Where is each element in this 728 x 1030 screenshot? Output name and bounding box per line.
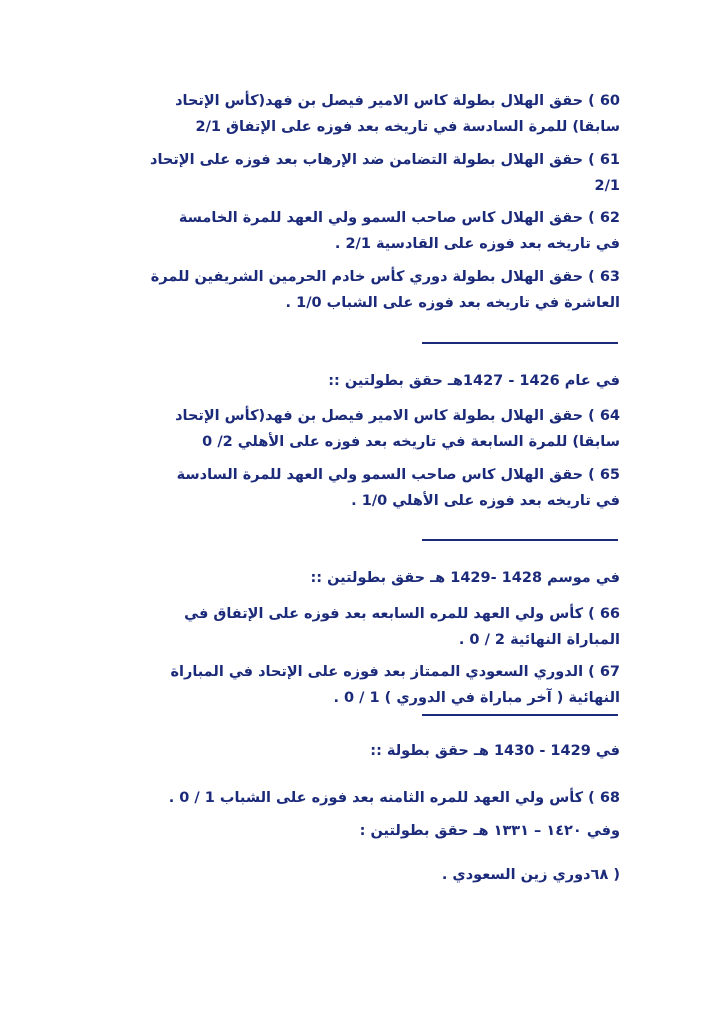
section-divider: [422, 539, 618, 541]
achievement-68: [169, 785, 620, 811]
text-line: 62 ) حقق الهلال كاس صاحب السمو ولي العهد للمرة الخامسة: [178, 210, 620, 226]
text-line: في تاريخه بعد فوزه على الأهلي 1/0 .: [351, 493, 620, 509]
achievement-61: [150, 147, 620, 199]
achievement-63: [151, 264, 620, 316]
text-line: المباراة النهائية 2 / 0 .: [458, 632, 620, 648]
season-heading-1426: [328, 368, 620, 394]
text-line: وفي ١٤٢٠ – ١٣٣١ هـ حقق بطولتين :: [359, 823, 620, 839]
achievement-60: [175, 88, 620, 140]
text-line: في تاريخه بعد فوزه على القادسية 2/1 .: [334, 236, 620, 252]
achievement-66: [184, 601, 620, 653]
season-heading-1428: [310, 565, 620, 591]
text-line: في موسم 1428 -1429 هـ حقق بطولتين ::: [310, 570, 620, 586]
text-line: 2/1: [594, 178, 620, 194]
achievement-62: [179, 205, 620, 257]
text-line: ( ٦٨دوري زين السعودي .: [441, 867, 620, 883]
text-line: في 1429 - 1430 هـ حقق بطولة ::: [370, 743, 620, 759]
achievement-65: [177, 462, 620, 514]
section-divider: [422, 342, 618, 344]
season-heading-1429: [370, 738, 620, 764]
section-divider: [422, 714, 618, 716]
text-line: 61 ) حقق الهلال بطولة التضامن ضد الإرهاب بعد فوزه على الإتحاد: [150, 152, 620, 168]
achievement-zain-league: [442, 862, 620, 888]
text-line: 66 ) كأس ولي العهد للمره السابعه بعد فوزه على الإتفاق في: [184, 606, 620, 622]
season-heading-1430: [360, 818, 620, 844]
text-line: العاشرة في تاريخه بعد فوزه على الشباب 1/0 .: [285, 295, 620, 311]
text-line: 63 ) حقق الهلال بطولة دوري كأس خادم الحرمين الشريفين للمرة: [150, 269, 620, 285]
text-line: في عام 1426 - 1427هـ حقق بطولتين ::: [328, 373, 620, 389]
achievement-67: [170, 659, 620, 711]
text-line: 68 ) كأس ولي العهد للمره الثامنه بعد فوزه على الشباب 1 / 0 .: [168, 790, 620, 806]
text-line: 67 ) الدوري السعودي الممتاز بعد فوزه على الإتحاد في المباراة: [170, 664, 620, 680]
text-line: النهائية ( آخر مباراة في الدوري ) 1 / 0 .: [333, 690, 620, 706]
text-line: 65 ) حقق الهلال كاس صاحب السمو ولي العهد للمرة السادسة: [176, 467, 620, 483]
text-line: 60 ) حقق الهلال بطولة كاس الامير فيصل بن فهد(كأس الإتحاد: [175, 93, 620, 109]
text-line: 64 ) حقق الهلال بطولة كاس الامير فيصل بن فهد(كأس الإتحاد: [175, 408, 620, 424]
achievement-64: [175, 403, 620, 455]
text-line: سابقا) للمرة السادسة في تاريخه بعد فوزه على الإتفاق 2/1: [195, 119, 620, 135]
text-line: سابقا) للمرة السابعة في تاريخه بعد فوزه على الأهلي 2/ 0: [202, 434, 620, 450]
